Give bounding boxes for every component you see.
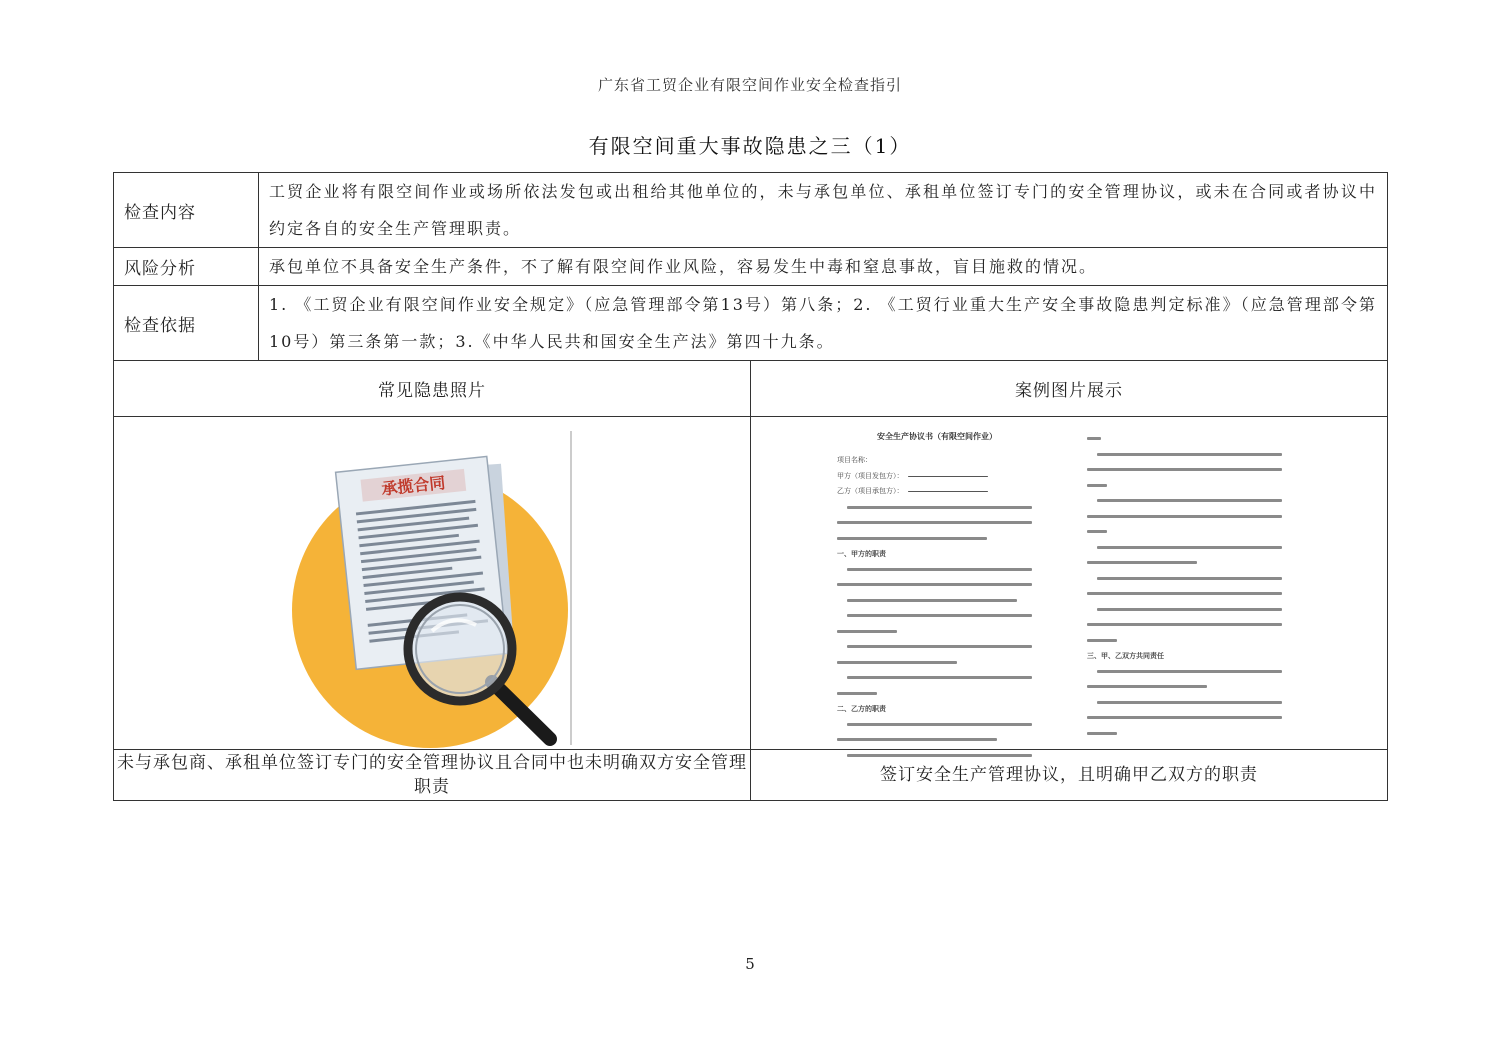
- agreement-section: 二、乙方的职责: [837, 704, 886, 713]
- table-row: [114, 173, 1388, 248]
- caption-row: [114, 750, 1388, 801]
- right-column-heading: 案例图片展示: [751, 361, 1388, 417]
- column-header-row: [114, 361, 1388, 417]
- page-title: 有限空间重大事故隐患之三（1）: [588, 134, 912, 158]
- agreement-section: 一、甲方的职责: [837, 549, 886, 558]
- row-text: 承包单位不具备安全生产条件，不了解有限空间作业风险，容易发生中毒和窒息事故，盲目施救的情况。: [259, 248, 1388, 286]
- page-number: 5: [745, 955, 755, 973]
- contract-magnifier-illustration: [114, 417, 750, 749]
- contract-title-text: 承揽合同: [380, 472, 447, 499]
- document-header: 广东省工贸企业有限空间作业安全检查指引: [597, 76, 902, 94]
- row-text: 工贸企业将有限空间作业或场所依法发包或出租给其他单位的，未与承包单位、承租单位签订专门的安全管理协议，或未在合同或者协议中约定各自的安全生产管理职责。: [259, 173, 1388, 248]
- table-row: [114, 248, 1388, 286]
- row-label: 检查依据: [114, 286, 259, 361]
- row-label: 风险分析: [114, 248, 259, 286]
- agreement-left-column: [837, 453, 1037, 763]
- row-label: 检查内容: [114, 173, 259, 248]
- inspection-table: [113, 172, 1388, 801]
- image-row: [114, 417, 1388, 750]
- row-text: 1. 《工贸企业有限空间作业安全规定》（应急管理部令第13号）第八条；2. 《工贸行业重大生产安全事故隐患判定标准》（应急管理部令第10号）第三条第一款；3.《中华人民共和国安全生产法》第四十九条。: [259, 286, 1388, 361]
- agreement-right-column: [1087, 431, 1287, 741]
- right-caption: 签订安全生产管理协议，且明确甲乙双方的职责: [751, 750, 1388, 801]
- agreement-section: 三、甲、乙双方共同责任: [1087, 651, 1164, 660]
- agreement-field: 项目名称：: [837, 456, 872, 464]
- agreement-field: 甲方（项目发包方）：: [837, 471, 904, 480]
- case-photo-cell: [751, 417, 1388, 750]
- agreement-title: 安全生产协议书（有限空间作业）: [877, 431, 997, 441]
- safety-agreement-document: [837, 431, 1297, 741]
- agreement-field: 乙方（项目承包方）：: [837, 487, 904, 495]
- left-column-heading: 常见隐患照片: [114, 361, 751, 417]
- left-caption: 未与承包商、承租单位签订专门的安全管理协议且合同中也未明确双方安全管理职责: [114, 750, 751, 801]
- table-row: [114, 286, 1388, 361]
- hazard-photo-cell: [114, 417, 751, 750]
